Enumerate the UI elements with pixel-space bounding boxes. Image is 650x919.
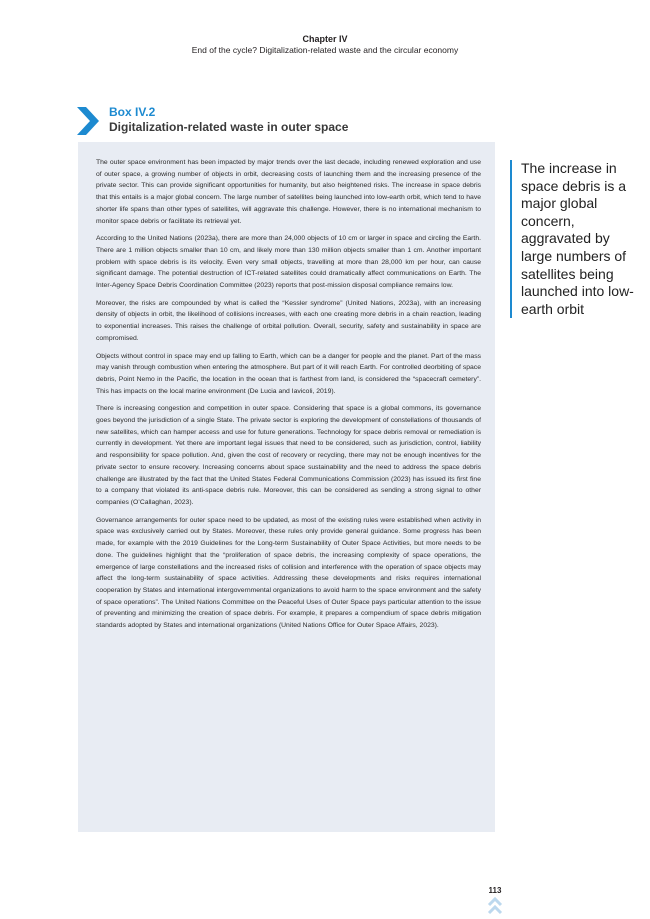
paragraph: Objects without control in space may end up falling to Earth, which can be a danger for people and the planet. Part of the mass may vanish through combustion when entering the atmosphere. But part of it will reach Earth. For controlled deorbiting of space debris, Point Nemo in the Pacific, the location in the ocean that is farthest from land, is considered the “spacecraft cemetery”. This has impacts on the local marine environment (De Lucia and Iavicoli, 2019).	[96, 352, 481, 395]
page-number: 113	[488, 886, 502, 895]
box-content	[78, 142, 495, 832]
paragraph: There is increasing congestion and competition in outer space. Considering that space is a global commons, its governance goes beyond the jurisdiction of a single State. The private sector is exploring the development of constellations of thousands of new satellites, which can hamper access and use for future generations. Technology for space debris removal or remediation is currently in development. Yet there are important legal issues that need to be considered, such as jurisdiction, control, liability and responsibility for space pollution. And, given the cost of recovery or recycling, there may not be enough incentives for the private sector to ensure recovery. Increasing concerns about space sustainability and the need to address the space debris challenge are illustrated by the fact that the United States Federal Communications Commission (2023) has issued its first fine to a company that violated its anti-space debris rule. Moreover, this can be considered as sending a strong signal to other companies (O’Callaghan, 2023).	[96, 405, 481, 506]
pull-quote: The increase in space debris is a major global concern, aggravated by large numbers of satellites being launched into low-earth orbit	[510, 160, 639, 318]
paragraph: The outer space environment has been impacted by major trends over the last decade, including renewed exploration and use of outer space, a growing number of objects in orbit, decreasing costs of launching them and the increasing presence of the private sector. This can provide significant opportunities for humanity, but also heightened risks. The increase in space debris that this entails is a major global concern. The large number of satellites being launched into low-earth orbit, which tend to have shorter life spans than other types of satellites, will aggravate this challenge. However, there is no international mechanism to monitor space debris or facilitate its retrieval yet.	[96, 159, 481, 225]
box-title: Digitalization-related waste in outer space	[109, 120, 349, 134]
paragraph: Governance arrangements for outer space need to be updated, as most of the existing rules were established when activity in space was exclusively carried out by States. Moreover, these rules only provide general guidance. Some progress has been made, for example with the 2019 Guidelines for the Long-term Sustainability of Outer Space Activities, but more needs to be done. The guidelines highlight that the “proliferation of space debris, the increasing complexity of space operations, the emergence of large constellations and the increased risks of collision and interference with the operation of space objects may affect the long-term sustainability of space activities. Addressing these developments and risks requires international cooperation by States and international intergovernmental organizations to avoid harm to the space environment and the safety of space operations”. The United Nations Committee on the Peaceful Uses of Outer Space pays particular attention to the issue of preventing and minimizing the creation of space debris. For example, it prepares a compendium of space debris mitigation standards adopted by States and international organizations (United Nations Office for Outer Space Affairs, 2023).	[96, 516, 481, 630]
double-chevron-up-icon[interactable]	[487, 896, 503, 916]
box-label: Box IV.2	[109, 105, 156, 119]
chevron-right-icon	[77, 107, 99, 135]
page-header	[0, 33, 650, 56]
chapter-subtitle: End of the cycle? Digitalization-related waste and the circular economy	[191, 45, 459, 55]
paragraph: Moreover, the risks are compounded by what is called the “Kessler syndrome” (United Nations, 2023a), with an increasing density of objects in orbit, the likelihood of collisions increases, with each one creating more debris in a chain reaction, leading to exponential increases. This raises the challenge of orbital pollution. Overall, security, safety and sustainability in space are compromised.	[96, 299, 481, 342]
chapter-label: Chapter IV	[302, 34, 348, 44]
paragraph: According to the United Nations (2023a), there are more than 24,000 objects of 10 cm or larger in space and circling the Earth. There are 1 million objects smaller than 10 cm, and likely more than 130 million objects smaller than 1 cm. Another important problem with space debris is its velocity. Even very small objects, travelling at more than 28,000 km per hour, can cause significant damage. The potential destruction of ICT-related satellites could dramatically affect communications on Earth. The Inter-Agency Space Debris Coordination Committee (2023) reports that post-mission disposal compliance remains low.	[96, 235, 481, 290]
